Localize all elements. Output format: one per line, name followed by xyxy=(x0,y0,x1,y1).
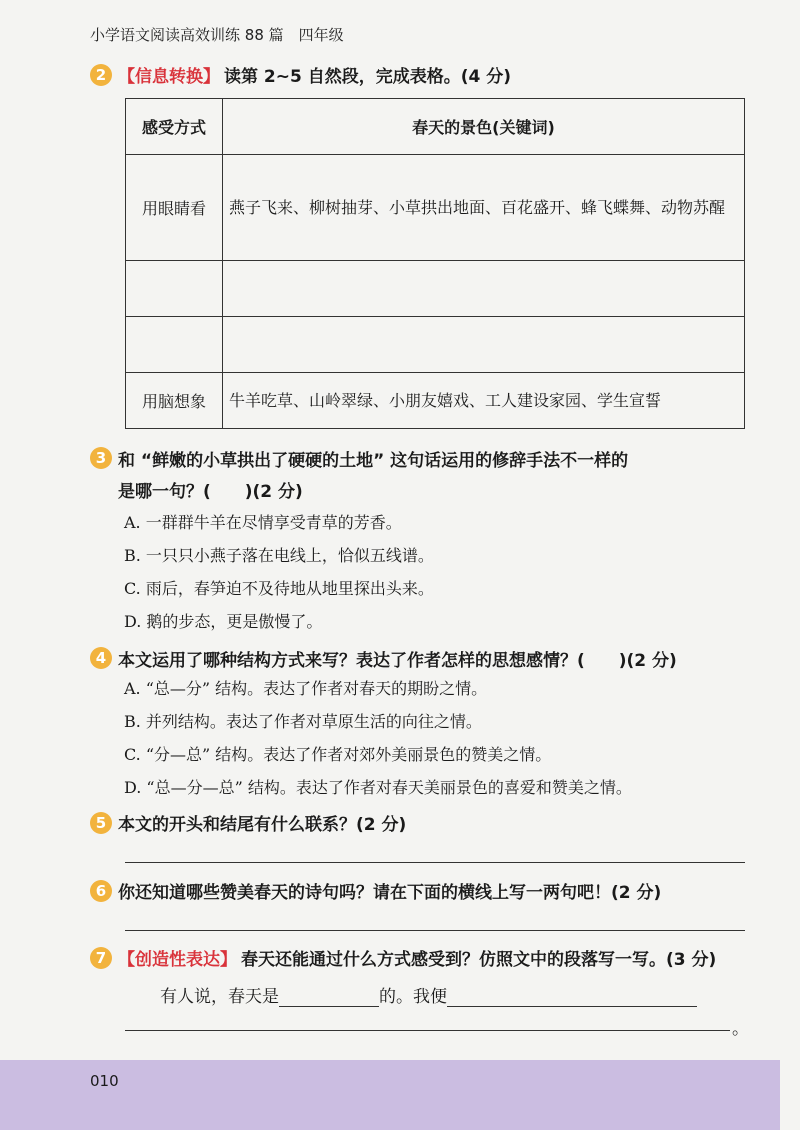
table-row[interactable] xyxy=(126,317,745,373)
fill-in-sentence xyxy=(160,982,697,1007)
table-header-cell: 感受方式 xyxy=(126,99,223,155)
question-text: 春天还能通过什么方式感受到？仿照文中的段落写一写。(3 分) xyxy=(241,950,717,970)
question-text: 本文运用了哪种结构方式来写？表达了作者怎样的思想感情？( )(2 分) xyxy=(118,650,677,671)
question-4 xyxy=(90,644,760,804)
table-cell[interactable] xyxy=(223,317,745,373)
table-row xyxy=(126,155,745,261)
question-text: 你还知道哪些赞美春天的诗句吗？请在下面的横线上写一两句吧！(2 分) xyxy=(118,883,662,903)
question-number-badge: 6 xyxy=(90,880,112,902)
sentence-end: 。 xyxy=(732,1019,749,1039)
fill-text: 有人说，春天是 xyxy=(160,987,279,1007)
table-cell: 用眼睛看 xyxy=(126,155,223,261)
question-text: 是哪一句？( )(2 分) xyxy=(118,481,303,502)
table-row[interactable] xyxy=(126,261,745,317)
page-number: 010 xyxy=(90,1072,119,1090)
question-tag: 【信息转换】 xyxy=(118,67,220,87)
answer-line[interactable] xyxy=(125,1030,730,1031)
table-row xyxy=(126,373,745,429)
option-a[interactable]: A. “总—分” 结构。表达了作者对春天的期盼之情。 xyxy=(124,679,488,698)
question-tag: 【创造性表达】 xyxy=(118,950,237,970)
answer-table xyxy=(125,98,745,429)
question-7 xyxy=(90,945,760,970)
table-cell[interactable] xyxy=(126,317,223,373)
question-text: 和 “鲜嫩的小草拱出了硬硬的土地” 这句话运用的修辞手法不一样的 xyxy=(118,450,629,471)
question-text: 本文的开头和结尾有什么联系？(2 分) xyxy=(118,815,407,835)
option-d[interactable]: D. 鹅的步态，更是傲慢了。 xyxy=(124,612,323,631)
option-a[interactable]: A. 一群群牛羊在尽情享受青草的芳香。 xyxy=(124,513,402,532)
footer-band xyxy=(0,1060,780,1130)
fill-text: 的。我便 xyxy=(379,987,447,1007)
question-number-badge: 7 xyxy=(90,947,112,969)
question-5 xyxy=(90,810,760,835)
table-cell: 用脑想象 xyxy=(126,373,223,429)
table-cell[interactable] xyxy=(223,261,745,317)
table-header-row xyxy=(126,99,745,155)
question-3 xyxy=(90,444,760,638)
question-text: 读第 2~5 自然段，完成表格。(4 分) xyxy=(224,67,512,87)
table-cell: 牛羊吃草、山岭翠绿、小朋友嬉戏、工人建设家园、学生宣誓 xyxy=(223,373,745,429)
question-number-badge: 5 xyxy=(90,812,112,834)
page-header: 小学语文阅读高效训练 88 篇 四年级 xyxy=(90,26,344,44)
option-d[interactable]: D. “总—分—总” 结构。表达了作者对春天美丽景色的喜爱和赞美之情。 xyxy=(124,778,632,797)
table-cell[interactable] xyxy=(126,261,223,317)
question-2 xyxy=(90,62,760,87)
question-number-badge: 3 xyxy=(90,447,112,469)
option-c[interactable]: C. 雨后，春笋迫不及待地从地里探出头来。 xyxy=(124,579,434,598)
question-6 xyxy=(90,878,760,903)
question-number-badge: 4 xyxy=(90,647,112,669)
table-header-cell: 春天的景色(关键词) xyxy=(223,99,745,155)
option-c[interactable]: C. “分—总” 结构。表达了作者对郊外美丽景色的赞美之情。 xyxy=(124,745,552,764)
question-number-badge: 2 xyxy=(90,64,112,86)
option-b[interactable]: B. 一只只小燕子落在电线上，恰似五线谱。 xyxy=(124,546,434,565)
option-b[interactable]: B. 并列结构。表达了作者对草原生活的向往之情。 xyxy=(124,712,482,731)
fill-blank[interactable] xyxy=(447,989,697,1007)
table-cell: 燕子飞来、柳树抽芽、小草拱出地面、百花盛开、蜂飞蝶舞、动物苏醒 xyxy=(223,155,745,261)
answer-line[interactable] xyxy=(125,862,745,863)
fill-blank[interactable] xyxy=(279,989,379,1007)
answer-line[interactable] xyxy=(125,930,745,931)
